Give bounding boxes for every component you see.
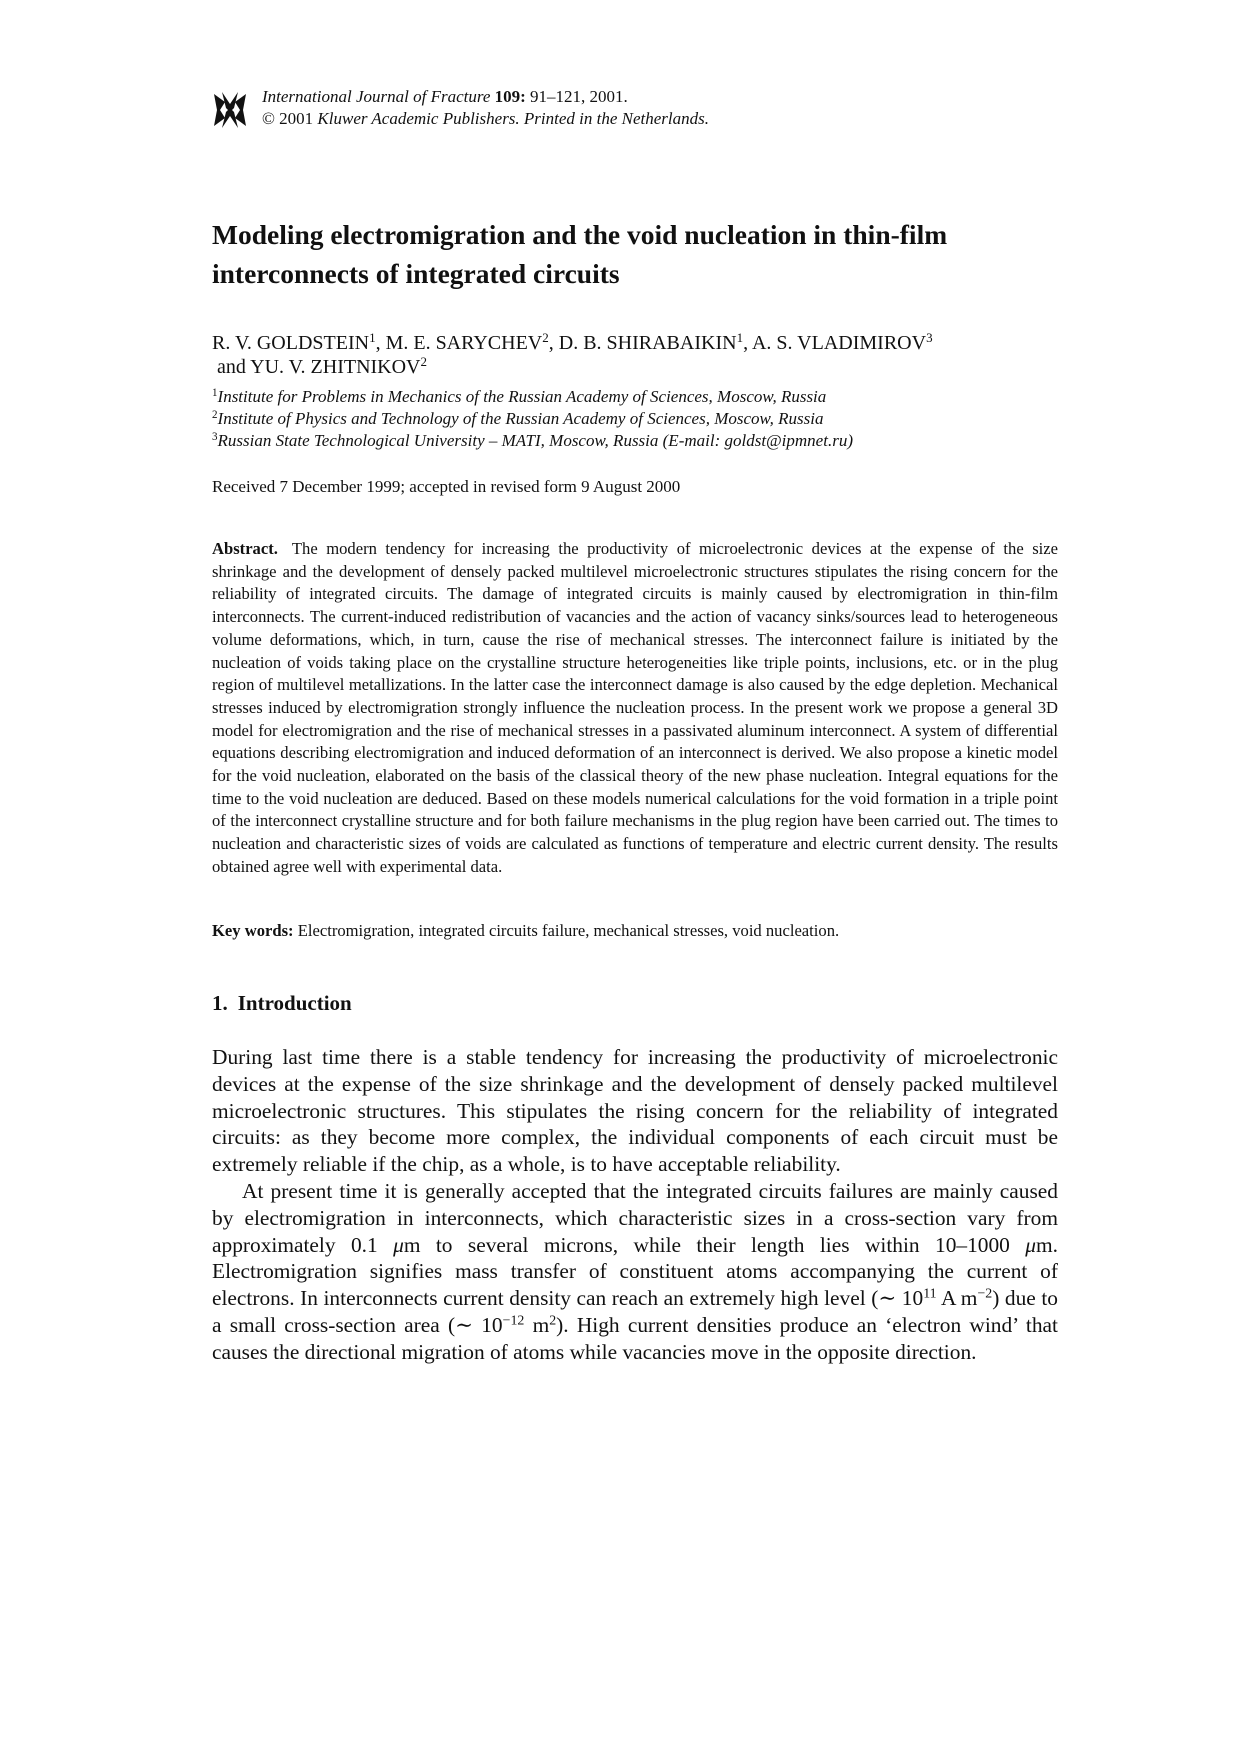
kluwer-logo-icon [212,90,248,130]
affiliation-list [212,386,1058,452]
affiliation-text: Russian State Technological University – MATI, Moscow, Russia (E-mail: goldst@ipmnet.ru) [217,431,853,450]
journal-volume: 109: [494,87,526,106]
author-name: D. B. SHIRABAIKIN [558,332,737,354]
text-run: ) due to a small cross-section area (∼ 10 [212,1286,1058,1337]
text-run: A m [936,1286,978,1311]
paper-title: Modeling electromigration and the void nucleation in thin-film interconnects of integrated circuits [212,219,948,289]
author-name: YU. V. ZHITNIKOV [250,356,421,378]
keywords [212,920,1058,942]
exponent: 2 [549,1313,557,1329]
paragraph: During last time there is a stable tendency for increasing the productivity of microelectronic devices at the expense of the size shrinkage and the development of densely packed multilevel microelectronic structures. This stipulates the rising concern for the reliability of integrated circuits: as they become more complex, the individual components of each circuit must be extremely reliable if the chip, as a whole, is to have acceptable reliability. [212,1045,1058,1177]
received-dates: Received 7 December 1999; accepted in revised form 9 August 2000 [212,477,681,496]
journal-name: International Journal of Fracture [262,87,491,106]
text-run: At present time it is generally accepted that the integrated circuits failures are mainly caused by electromigration in interconnects, which characteristic sizes in a cross-section vary from approximately 0.1 [212,1178,1058,1257]
copyright-symbol: © [262,109,275,128]
section-title: Introduction [237,991,352,1015]
affiliation [212,408,1058,430]
affiliation [212,430,1058,452]
journal-header [212,86,1058,136]
keywords-text: Electromigration, integrated circuits failure, mechanical stresses, void nucleation. [297,921,840,940]
copyright-year: 2001 [279,109,314,128]
mu-symbol: μ [1025,1232,1037,1257]
section-number: 1. [212,991,228,1015]
author-separator: , [548,332,559,354]
printed-location: Printed in the Netherlands. [523,109,710,128]
author-separator: , [375,332,386,354]
affiliation-number: 1 [212,386,218,399]
author-affil-mark: 1 [736,329,744,345]
author-separator: and [212,356,251,378]
author-name: R. V. GOLDSTEIN [212,332,370,354]
abstract-label: Abstract. [212,539,278,558]
affiliation [212,386,1058,408]
exponent: −2 [977,1286,993,1302]
author-affil-mark: 2 [420,353,428,369]
paragraph [212,1178,1058,1366]
affiliation-text: Institute for Problems in Mechanics of the Russian Academy of Sciences, Moscow, Russia [217,387,827,406]
body-text [212,1044,1058,1366]
affiliation-text: Institute of Physics and Technology of the Russian Academy of Sciences, Moscow, Russia [217,409,824,428]
text-run: m to several microns, while their length lies within 10–1000 [403,1232,1026,1257]
author-affil-mark: 1 [369,329,376,345]
author-name: M. E. SARYCHEV [385,332,543,354]
author-affil-mark: 3 [926,329,933,345]
author-name: A. S. VLADIMIROV [751,332,927,354]
section-heading [212,990,1058,1016]
text-run: m [524,1312,550,1337]
affiliation-number: 2 [212,408,218,421]
affiliation-number: 3 [212,430,218,443]
journal-citation [262,86,709,130]
exponent: 11 [923,1286,937,1302]
copyright-line [262,108,709,130]
journal-pages-year: 91–121, 2001. [530,87,628,106]
author-separator: , [743,332,752,354]
mu-symbol: μ [393,1232,404,1257]
text-run: ). High current densities produce an ‘electron wind’ that causes the directional migration of atoms while vacancies move in the opposite direction. [212,1312,1058,1364]
text-run: m. Electromigration signifies mass transfer of constituent atoms accompanying the current of electrons. In interconnects current density can reach an extremely high level (∼ 10 [212,1232,1059,1311]
keywords-label: Key words: [212,921,294,940]
abstract [212,538,1058,879]
abstract-text: The modern tendency for increasing the productivity of microelectronic devices at the expense of the size shrinkage and the development of densely packed multilevel microelectronic structures stipulates the rising concern for the reliability of integrated circuits. The damage of integrated circuits is mainly caused by electromigration in thin-film interconnects. The current-induced redistribution of vacancies and the action of vacancy sinks/sources lead to heterogeneous volume deformations, which, in turn, cause the rise of mechanical stresses. The interconnect failure is initiated by the nucleation of voids taking place on the crystalline structure heterogeneities like triple points, inclusions, etc. or in the plug region of multilevel metallizations. In the latter case the interconnect damage is also caused by the edge depletion. Mechanical stresses induced by electromigration strongly influence the nucleation process. In the present work we propose a general 3D model for electromigration and the rise of mechanical stresses in a passivated aluminum interconnect. A system of differential equations describing electromigration and induced deformation of an interconnect is derived. We also propose a kinetic model for the void nucleation, elaborated on the basis of the classical theory of the new phase nucleation. Integral equations for the time to the void nucleation are deduced. Based on these models numerical calculations for the void formation in a triple point of the interconnect crystalline structure and for both failure mechanisms in the plug region have been carried out. The times to nucleation and characteristic sizes of voids are calculated as functions of temperature and electric current density. The results obtained agree well with experimental data. [212,539,1058,876]
exponent: −12 [502,1313,525,1329]
author-affil-mark: 2 [542,329,549,345]
author-list [212,331,1058,379]
journal-line [262,86,709,108]
publisher-name: Kluwer Academic Publishers. [317,109,520,128]
